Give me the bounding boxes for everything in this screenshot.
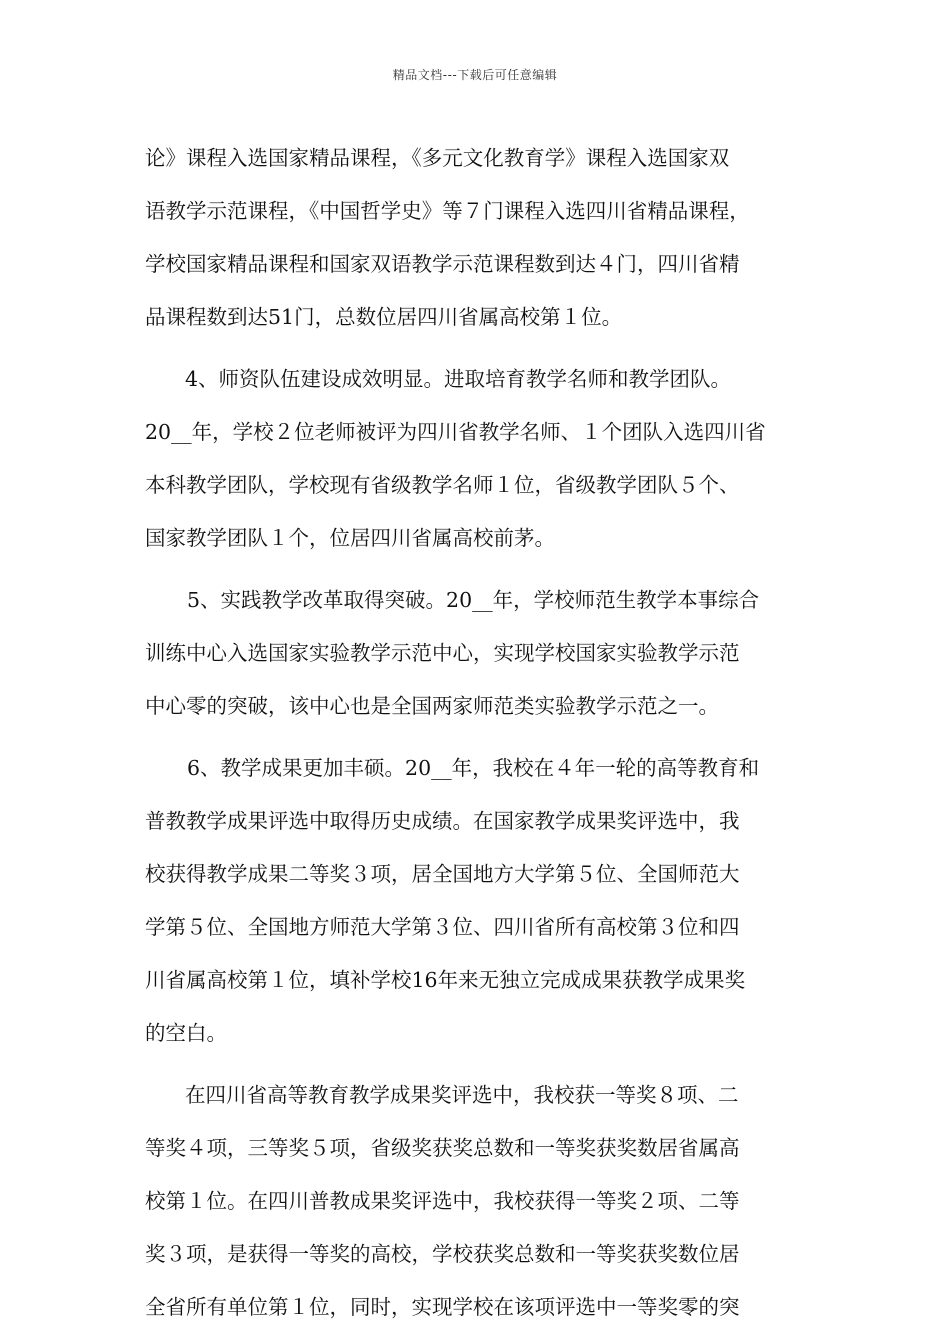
text-line: 训练中心入选国家实验教学示范中心，实现学校国家实验教学示范	[145, 641, 740, 665]
paragraph-achievements	[145, 742, 810, 1060]
text-line: 品课程数到达51门，总数位居四川省属高校第１位。	[145, 305, 623, 329]
text-line: 20__年，学校２位老师被评为四川省教学名师、１个团队入选四川省	[145, 420, 766, 444]
text-line: 在四川省高等教育教学成果奖评选中，我校获一等奖８项、二	[185, 1083, 739, 1107]
document-body	[145, 132, 810, 1334]
text-line: 本科教学团队，学校现有省级教学名师１位，省级教学团队５个、	[145, 473, 740, 497]
text-line: 的空白。	[145, 1021, 227, 1045]
text-line: 普教教学成果评选中取得历史成绩。在国家教学成果奖评选中，我	[145, 809, 740, 833]
text-line: 4、师资队伍建设成效明显。进取培育教学名师和教学团队。	[185, 367, 732, 391]
text-line: 等奖４项，三等奖５项，省级奖获奖总数和一等奖获奖数居省属高	[145, 1136, 740, 1160]
text-line: 学第５位、全国地方师范大学第３位、四川省所有高校第３位和四	[145, 915, 740, 939]
text-line: 6、教学成果更加丰硕。20__年，我校在４年一轮的高等教育和	[187, 756, 760, 780]
text-line: 学校国家精品课程和国家双语教学示范课程数到达４门，四川省精	[145, 252, 740, 276]
text-line: 校获得教学成果二等奖３项，居全国地方大学第５位、全国师范大	[145, 862, 740, 886]
paragraph-practice	[145, 574, 810, 733]
paragraph-courses	[145, 132, 810, 344]
text-line: 川省属高校第１位，填补学校16年来无独立完成成果获教学成果奖	[145, 968, 746, 992]
text-line: 校第１位。在四川普教成果奖评选中，我校获得一等奖２项、二等	[145, 1189, 740, 1213]
paragraph-provincial-awards	[145, 1069, 810, 1334]
paragraph-faculty	[145, 353, 810, 565]
text-line: 中心零的突破，该中心也是全国两家师范类实验教学示范之一。	[145, 694, 719, 718]
text-line: 5、实践教学改革取得突破。20__年，学校师范生教学本事综合	[187, 588, 760, 612]
text-line: 论》课程入选国家精品课程，《多元文化教育学》课程入选国家双	[145, 146, 730, 170]
text-line: 国家教学团队１个，位居四川省属高校前茅。	[145, 526, 555, 550]
text-line: 奖３项，是获得一等奖的高校，学校获奖总数和一等奖获奖数位居	[145, 1242, 740, 1266]
text-line: 语教学示范课程，《中国哲学史》等７门课程入选四川省精品课程，	[145, 199, 750, 223]
page-header: 精品文档---下载后可任意编辑	[392, 68, 558, 82]
text-line: 全省所有单位第１位，同时，实现学校在该项评选中一等奖零的突	[145, 1295, 740, 1319]
